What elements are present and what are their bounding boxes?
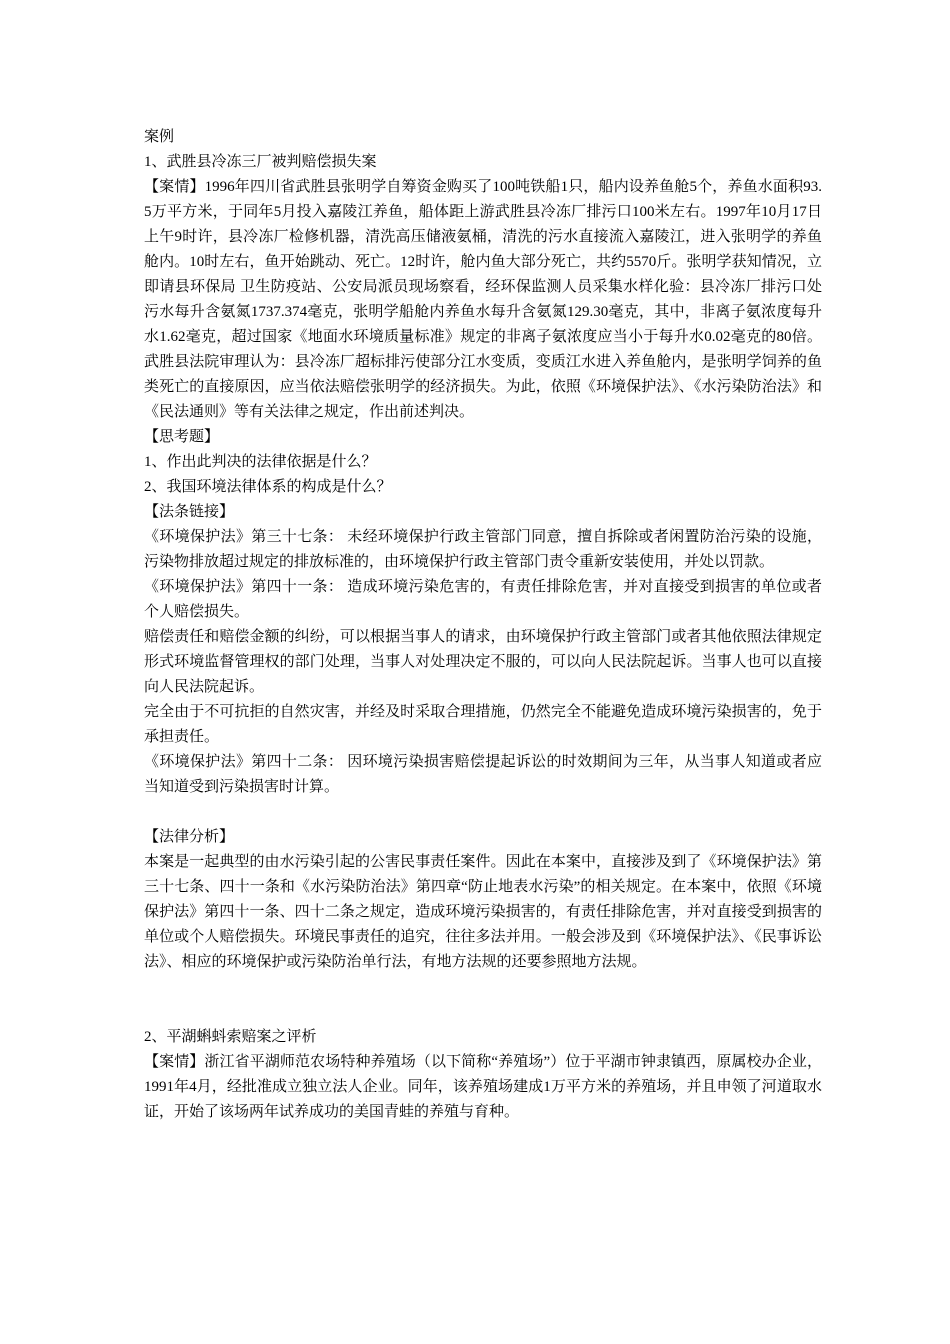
links-heading: 【法条链接】 [144, 504, 235, 520]
document-heading: 案例 [144, 129, 175, 145]
law-article: 《环境保护法》第三十七条： 未经环境保护行政主管部门同意，擅自拆除或者闲置防治污染的设施，污染物排放超过规定的排放标准的，由环境保护行政主管部门责令重新安装使用，并处以罚款。 [144, 529, 822, 570]
analysis-text: 本案是一起典型的由水污染引起的公害民事责任案件。因此在本案中，直接涉及到了《环境保护法》第三十七条、四十一条和《水污染防治法》第四章“防止地表水污染”的相关规定。在本案中，依照《环境保护法》第四十一条、四十二条之规定，造成环境污染损害的，有责任排除危害，并对直接受到损害的单位或个人赔偿损失。环境民事责任的追究，往往多法并用。一般会涉及到《环境保护法》、《民事诉讼法》、相应的环境保护或污染防治单行法，有地方法规的还要参照地方法规。 [144, 854, 822, 970]
questions-heading: 【思考题】 [144, 429, 220, 445]
law-article: 完全由于不可抗拒的自然灾害，并经及时采取合理措施，仍然完全不能避免造成环境污染损害的，免于承担责任。 [144, 704, 822, 745]
analysis-heading: 【法律分析】 [144, 829, 235, 845]
case2-title: 2、平湖蝌蚪索赔案之评析 [144, 1029, 317, 1045]
question-item: 2、我国环境法律体系的构成是什么？ [144, 479, 392, 495]
document-page [144, 125, 822, 1125]
law-article: 赔偿责任和赔偿金额的纠纷，可以根据当事人的请求，由环境保护行政主管部门或者其他依照法律规定形式环境监督管理权的部门处理，当事人对处理决定不服的，可以向人民法院起诉。当事人也可以直接向人民法院起诉。 [144, 629, 822, 695]
case1-facts: 【案情】1996年四川省武胜县张明学自筹资金购买了100吨铁船1只，船内设养鱼舱5个，养鱼水面积93.5万平方米，于同年5月投入嘉陵江养鱼，船体距上游武胜县冷冻厂排污口100米左右。1997年10月17日上午9时许，县冷冻厂检修机器，清洗高压储液氨桶，清洗的污水直接流入嘉陵江，进入张明学的养鱼舱内。10时左右，鱼开始跳动、死亡。12时许，舱内鱼大部分死亡，共约5570斤。张明学获知情况，立即请县环保局 卫生防疫站、公安局派员现场察看，经环保监测人员采集水样化验：县冷冻厂排污口处污水每升含氨氮1737.374毫克，张明学船舱内养鱼水每升含氨氮129.30毫克，其中，非离子氨浓度每升水1.62毫克，超过国家《地面水环境质量标准》规定的非离子氨浓度应当小于每升水0.02毫克的80倍。 武胜县法院审理认为：县冷冻厂超标排污使部分江水变质，变质江水进入养鱼舱内，是张明学饲养的鱼类死亡的直接原因，应当依法赔偿张明学的经济损失。为此，依照《环境保护法》、《水污染防治法》和《民法通则》等有关法律之规定，作出前述判决。 [144, 179, 822, 420]
case1-title: 1、武胜县冷冻三厂被判赔偿损失案 [144, 154, 377, 170]
case2-facts: 【案情】浙江省平湖师范农场特种养殖场（以下简称“养殖场”）位于平湖市钟隶镇西，原属校办企业，1991年4月，经批准成立独立法人企业。同年，该养殖场建成1万平方米的养殖场，并且申领了河道取水证，开始了该场两年试养成功的美国青蛙的养殖与育种。 [144, 1054, 822, 1120]
question-item: 1、作出此判决的法律依据是什么？ [144, 454, 377, 470]
spacer [144, 975, 822, 1025]
spacer [144, 800, 822, 825]
law-article: 《环境保护法》第四十一条： 造成环境污染危害的，有责任排除危害，并对直接受到损害的单位或者个人赔偿损失。 [144, 579, 822, 620]
law-article: 《环境保护法》第四十二条： 因环境污染损害赔偿提起诉讼的时效期间为三年，从当事人知道或者应当知道受到污染损害时计算。 [144, 754, 822, 795]
